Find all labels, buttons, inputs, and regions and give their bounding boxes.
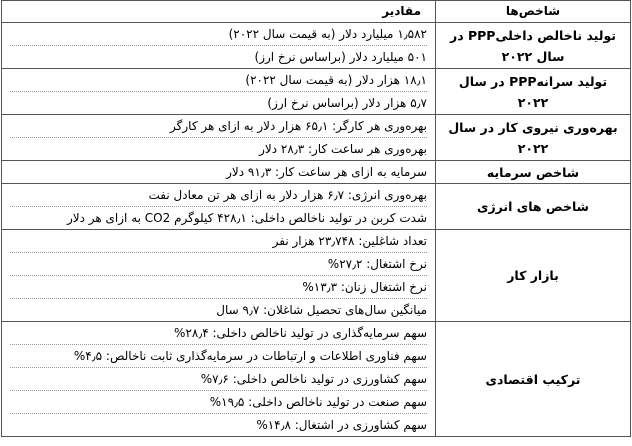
table-row [2, 69, 631, 115]
header-values: مقادیر [2, 1, 436, 23]
value-line: سهم سرمایه‌گذاری در تولید ناخالص داخلی: ۲۸٫۴% [174, 326, 427, 340]
value-line: سهم فناوری اطلاعات و ارتباطات در سرمایه‌گذاری ثابت ناخالص: ۴٫۵% [10, 344, 427, 367]
values-cell [2, 115, 436, 161]
table-row [2, 161, 631, 184]
indicator-cell: بازار کار [436, 230, 631, 322]
value-line: بهره‌وری هر کارگر: ۶۵٫۱ هزار دلار به ازای هر کارگر [170, 119, 427, 133]
values-cell [2, 69, 436, 115]
indicator-cell: تولید ناخالص داخلیPPP در سال ۲۰۲۲ [436, 23, 631, 69]
values-cell [2, 230, 436, 322]
values-cell [2, 184, 436, 230]
value-line: شدت کربن در تولید ناخالص داخلی: ۴۲۸٫۱ کیلوگرم CO2 به ازای هر دلار [10, 206, 427, 229]
values-cell [2, 161, 436, 184]
value-line: تعداد شاغلین: ۲۳٫۷۴۸ هزار نفر [272, 234, 427, 248]
value-line: میانگین سال‌های تحصیل شاغلان: ۹٫۷ سال [10, 298, 427, 321]
indicator-cell: بهره‌وری نیروی کار در سال ۲۰۲۲ [436, 115, 631, 161]
value-line: سهم صنعت در تولید ناخالص داخلی: ۱۹٫۵% [10, 390, 427, 413]
indicator-cell: شاخص های انرژی [436, 184, 631, 230]
indicator-cell: شاخص سرمایه [436, 161, 631, 184]
table-row [2, 230, 631, 322]
header-indicators: شاخص‌ها [436, 1, 631, 23]
value-line: سرمایه به ازای هر ساعت کار: ۹۱٫۳ دلار [226, 165, 427, 179]
indicators-table [1, 0, 631, 437]
values-cell [2, 322, 436, 437]
header-row [2, 1, 631, 23]
value-line: سهم کشاورزی در اشتغال: ۱۴٫۸% [10, 413, 427, 436]
value-line: ۱۸٫۱ هزار دلار (به قیمت سال ۲۰۲۲) [245, 73, 427, 87]
indicator-cell: تولید سرانهPPP در سال ۲۰۲۲ [436, 69, 631, 115]
value-line: بهره‌وری هر ساعت کار: ۲۸٫۳ دلار [10, 137, 427, 160]
value-line: نرخ اشتغال زنان: ۱۳٫۳% [10, 275, 427, 298]
values-cell [2, 23, 436, 69]
value-line: ۱٫۵۸۲ میلیارد دلار (به قیمت سال ۲۰۲۲) [228, 27, 427, 41]
table-row [2, 115, 631, 161]
value-line: بهره‌وری انرژی: ۶٫۷ هزار دلار به ازای هر تن معادل نفت [148, 188, 427, 202]
table-row [2, 322, 631, 437]
indicator-cell: ترکیب اقتصادی [436, 322, 631, 437]
table-row [2, 184, 631, 230]
value-line: نرخ اشتغال: ۲۷٫۲% [10, 252, 427, 275]
value-line: ۵۰۱ میلیارد دلار (براساس نرخ ارز) [10, 45, 427, 68]
table-row [2, 23, 631, 69]
value-line: سهم کشاورزی در تولید ناخالص داخلی: ۷٫۶% [10, 367, 427, 390]
value-line: ۵٫۷ هزار دلار (براساس نرخ ارز) [10, 91, 427, 114]
